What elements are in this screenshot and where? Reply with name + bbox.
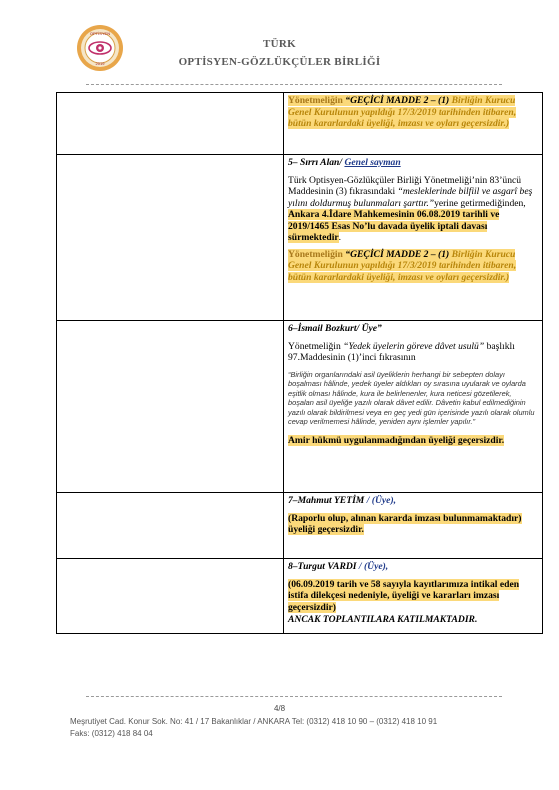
attendance-note: ANCAK TOPLANTILARA KATILMAKTADIR. <box>288 614 478 625</box>
quoted-article: “Birliğin organlarındaki asil üyeliklerin herhangi bir sebepten dolayı boşalması hâlinde, yedek üyeler aldıkları oy sırasına uyularak ve oylarda eşitlik olması hâlinde, kura ile belirlenenler, kura neticesi gözetilerek, boşalan asil üyeliğe yazılı olarak dâvet edilir. Dâvetin kabul edilmediğinin yazılı olarak bildirilmesi veya en geç yedi gün içerisinde yazılı olarak olumlu cevap verilmemesi hâlinde, yeniden aynı işlemler yapılır.” <box>288 369 535 427</box>
row-content-cell <box>284 321 543 493</box>
org-name-line2: OPTİSYEN-GÖZLÜKÇÜLER BİRLİĞİ <box>178 56 381 68</box>
temp-article: “GEÇİCİ MADDE 2 – (1) <box>345 95 450 106</box>
org-name-line1: TÜRK <box>263 38 296 50</box>
regulation-text: Yönetmeliğin <box>288 340 344 352</box>
page-number: 4/8 <box>273 704 286 713</box>
table-row <box>57 93 543 155</box>
member-name: 8–Turgut VARDI <box>288 561 357 572</box>
row-label-cell <box>57 493 284 559</box>
status-note: (Raporlu olup, alınan kararda imzası bulunmamaktadır) <box>288 512 522 524</box>
regulation-ref: Yönetmeliğin <box>288 248 346 260</box>
ruling-text: Birliğin Kurucu Genel Kurulunun yapıldığı 17/3/2019 tarihinden itibaren, bütün kararlardaki üyeliği, imzası ve oyları geçersizdir.) <box>288 95 517 129</box>
row-content-cell <box>284 559 543 634</box>
regulation-text-2: başlıklı 97.Maddesinin (1)’inci fıkrasının <box>288 340 515 363</box>
ruling-text: Birliğin Kurucu Genel Kurulunun yapıldığı 17/3/2019 tarihinden itibaren, bütün kararlardaki üyeliği, imzası ve oyları geçersizdir.) <box>288 248 517 283</box>
member-name: 7–Mahmut YETİM <box>288 495 365 506</box>
logo-bottom-text: 2019 <box>95 61 105 66</box>
header-divider <box>86 84 502 85</box>
verdict: Amir hükmü uygulanmadığından üyeliği geçersizdir. <box>288 435 505 447</box>
member-name: 5– Sırrı Alan/ <box>288 157 345 168</box>
regulation-quote: “Yedek üyelerin göreve dâvet usulü” <box>343 340 485 352</box>
row-label-cell <box>57 155 284 321</box>
row-content-cell <box>284 93 543 155</box>
regulation-text: Türk Optisyen-Gözlükçüler Birliği Yönetmeliği’nin 83’üncü Maddesinin (3) fıkrasındaki <box>288 174 522 197</box>
row-content-cell <box>284 493 543 559</box>
footer-address: Meşrutiyet Cad. Konur Sok. No: 41 / 17 Bakanlıklar / ANKARA Tel: (0312) 418 10 90 – (0312) 418 10 91 <box>70 717 438 726</box>
member-role: / (Üye), <box>356 561 389 572</box>
regulation-text-2: yerine getirmediğinden, <box>434 197 526 209</box>
temp-article: “GEÇİCİ MADDE 2 – (1) <box>345 248 450 260</box>
table-row <box>57 155 543 321</box>
regulation-ref: Yönetmeliğin <box>288 95 346 106</box>
regulation-quote: “mesleklerinde bilfiil ve asgarî beş yılını doldurmuş bulunmaları şarttır.” <box>288 186 533 209</box>
footer-fax: Faks: (0312) 418 84 04 <box>70 729 153 738</box>
logo-top-text: OPTİSYEN <box>89 31 111 36</box>
period: . <box>338 232 342 243</box>
row-label-cell <box>57 559 284 634</box>
table-row <box>57 493 543 559</box>
table-row <box>57 321 543 493</box>
status-note: (06.09.2019 tarih ve 58 sayıyla kayıtlarımıza intikal eden istifa dilekçesi nedeniyle, üyeliği ve kararları imzası geçersizdir) <box>288 578 520 613</box>
table-row <box>57 559 543 634</box>
member-name: 6–İsmail Bozkurt/ Üye” <box>288 323 382 334</box>
footer-address-block <box>70 716 540 740</box>
court-case: Ankara 4.İdare Mahkemesinin 06.08.2019 tarihli ve 2019/1465 Esas No’lu davada üyelik iptali davası sürmektedir <box>288 209 500 243</box>
footer-divider <box>86 696 502 697</box>
member-role: Genel sayman <box>344 157 401 168</box>
row-content-cell <box>284 155 543 321</box>
verdict: üyeliği geçersizdir. <box>288 524 364 535</box>
row-label-cell <box>57 93 284 155</box>
member-role: / (Üye), <box>364 495 397 506</box>
members-table <box>56 92 543 634</box>
row-label-cell <box>57 321 284 493</box>
